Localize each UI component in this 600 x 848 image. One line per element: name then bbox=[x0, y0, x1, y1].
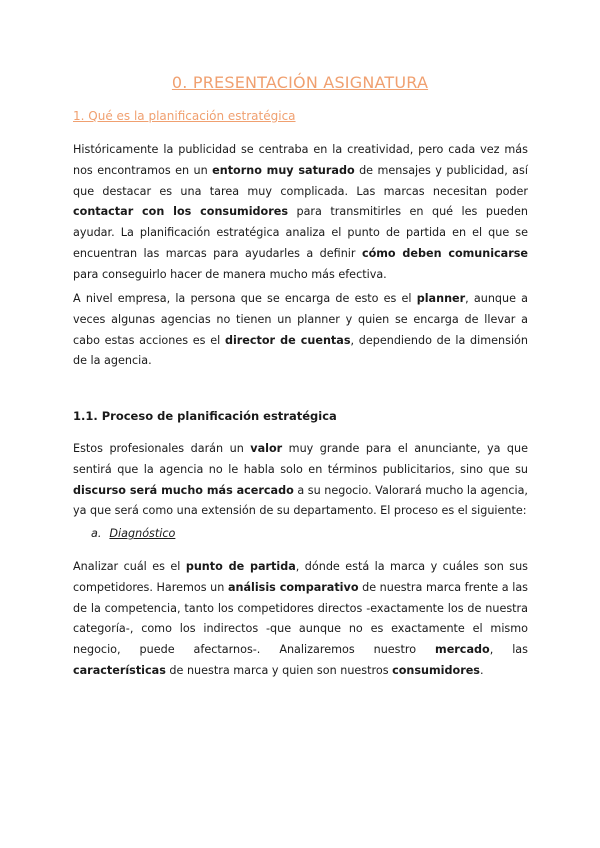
emphasis-punto-partida: punto de partida bbox=[185, 560, 296, 573]
section-1-heading: 1. Qué es la planificación estratégica bbox=[73, 109, 296, 123]
emphasis-planner: planner bbox=[416, 292, 466, 305]
subitem-diagnostico bbox=[91, 527, 175, 540]
emphasis-contactar: contactar con los consumidores bbox=[73, 205, 288, 219]
emphasis-mercado: mercado bbox=[435, 643, 490, 657]
emphasis-discurso: discurso será mucho más acercado bbox=[73, 483, 294, 497]
emphasis-caracteristicas: características bbox=[73, 663, 166, 677]
subitem-label: Diagnóstico bbox=[109, 527, 176, 540]
emphasis-valor: valor bbox=[250, 442, 283, 455]
paragraph-diagnostico: Analizar cuál es el punto de partida, dónde está la marca y cuáles son sus competidores. Haremos un análisis comparativo de nuestra marca frente a las de la competencia, tanto los competidores directos -exactamente los de nuestra categoría-, como los indirectos -que aunque no es exactamente el mismo negocio, puede afectarnos-. Analizaremos nuestro mercado, las características de nuestra marca y quien son nuestros consumidores. bbox=[73, 560, 528, 677]
paragraph-profesionales: Estos profesionales darán un valor muy grande para el anunciante, ya que sentirá que la agencia no le habla solo en términos publicitarios, sino que su discurso será mucho más acercado a su negocio. Valorará mucho la agencia, ya que será como una extensión de su departamento. El proceso es el siguiente: bbox=[73, 442, 528, 518]
section-1-1-heading: 1.1. Proceso de planificación estratégica bbox=[73, 409, 337, 423]
emphasis-analisis: análisis comparativo bbox=[227, 580, 359, 594]
document-title: 0. PRESENTACIÓN ASIGNATURA bbox=[171, 73, 429, 92]
emphasis-entorno: entorno muy saturado bbox=[212, 163, 355, 177]
emphasis-comunicarse: cómo deben comunicarse bbox=[361, 246, 529, 260]
emphasis-director: director de cuentas bbox=[224, 333, 351, 347]
emphasis-consumidores: consumidores bbox=[392, 663, 480, 677]
paragraph-planner: A nivel empresa, la persona que se encarga de esto es el planner, aunque a veces algunas agencias no tienen un planner y quien se encarga de llevar a cabo estas acciones es el director de cuentas, dependiendo de la dimensión de la agencia. bbox=[73, 292, 529, 368]
subitem-letter: a. bbox=[91, 527, 102, 540]
paragraph-intro: Históricamente la publicidad se centraba en la creatividad, pero cada vez más nos encontramos en un entorno muy saturado de mensajes y publicidad, así que destacar es una tarea muy complicada. Las marcas necesitan poder contactar con los consumidores para transmitirles en qué les pueden ayudar. La planificación estratégica analiza el punto de partida en el que se encuentran las marcas para ayudarles a definir cómo deben comunicarse para conseguirlo hacer de manera mucho más efectiva. bbox=[73, 143, 529, 281]
